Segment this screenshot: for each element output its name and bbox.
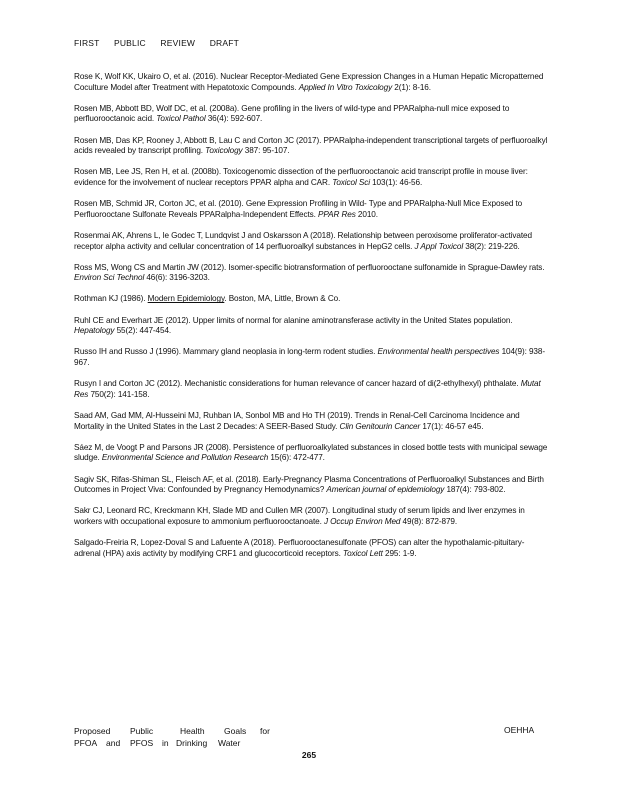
reference-entry: Rosen MB, Das KP, Rooney J, Abbott B, Lau C and Corton JC (2017). PPARalpha-independent transcriptional targets of perfluoroalkyl acids revealed by transcript profiling. Toxicology 387: 95-107. (74, 135, 548, 156)
footer-word: PFOS (130, 738, 154, 748)
page-number: 265 (301, 750, 317, 760)
reference-entry: Rothman KJ (1986). Modern Epidemiology. Boston, MA, Little, Brown & Co. (74, 294, 341, 304)
reference-entry: Sagiv SK, Rifas-Shiman SL, Fleisch AF, et al. (2018). Early-Pregnancy Plasma Concentrations of Perfluoroalkyl Substances and Birth Outcomes in Project Viva: Confounded by Pregnancy Hemodynamics? American journal of epidemiology 187(4): 793-802. (74, 474, 544, 495)
reference-entry: Ruhl CE and Everhart JE (2012). Upper limits of normal for alanine aminotransferase activity in the United States population. Hepatology 55(2): 447-454. (74, 315, 513, 336)
reference-entry: Rosen MB, Abbott BD, Wolf DC, et al. (2008a). Gene profiling in the livers of wild-type and PPARalpha-null mice exposed to perfluorooctanoic acid. Toxicol Pathol 36(4): 592-607. (74, 103, 510, 124)
book-title: Modern Epidemiology (147, 294, 225, 304)
reference-entry: Rosen MB, Schmid JR, Corton JC, et al. (2010). Gene Expression Profiling in Wild- Type and PPARalpha-Null Mice Exposed to Perfluorooctane Sulfonate Reveals PPARalpha-Independent Effects. PPAR Res 2010. (74, 199, 523, 219)
footer-word: and (106, 738, 121, 748)
reference-entry: Rusyn I and Corton JC (2012). Mechanistic considerations for human relevance of cancer hazard of di(2-ethylhexyl) phthalate. Mutat Res 750(2): 141-158. (74, 379, 541, 399)
reference-entry: Salgado-Freiria R, Lopez-Doval S and Lafuente A (2018). Perfluorooctanesulfonate (PFOS) can alter the hypothalamic-pituitary-adrenal (HPA) axis activity by modifying CRF1 and glucocorticoid receptors. Toxicol Lett 295: 1-9. (74, 538, 525, 558)
reference-entry: Sáez M, de Voogt P and Parsons JR (2008). Persistence of perfluoroalkylated substances in closed bottle tests with municipal sewage sludge. Environmental Science and Pollution Research 15(6): 472-477. (74, 442, 548, 463)
footer-word: Public (130, 726, 154, 736)
document-title-footer (74, 725, 270, 749)
draft-header: FIRST PUBLIC REVIEW DRAFT (74, 38, 240, 48)
reference-entry: Rosenmai AK, Ahrens L, le Godec T, Lundqvist J and Oskarsson A (2018). Relationship between peroxisome proliferator-activated receptor alpha activity and cellular concentration of 14 perfluoroalkyl substances in HepG2 cells. J Appl Toxicol 38(2): 219-226. (74, 230, 532, 251)
footer-word: Health (180, 726, 205, 736)
reference-entry: Sakr CJ, Leonard RC, Kreckmann KH, Slade MD and Cullen MR (2007). Longitudinal study of serum lipids and liver enzymes in workers with occupational exposure to ammonium perfluorooctanoate. J Occup Environ Med 49(8): 872-879. (74, 506, 525, 526)
footer-word: for (260, 726, 270, 736)
footer-word: Goals (224, 726, 247, 736)
reference-entry: Russo IH and Russo J (1996). Mammary gland neoplasia in long-term rodent studies. Environmental health perspectives 104(9): 938-967. (74, 347, 545, 368)
footer-word: Drinking (176, 738, 208, 748)
reference-entry: Saad AM, Gad MM, Al-Husseini MJ, Ruhban IA, Sonbol MB and Ho TH (2019). Trends in Renal-Cell Carcinoma Incidence and Mortality in the United States in the Last 2 Decades: A SEER-Based Study. Clin Genitourin Cancer 17(1): 46-57 e45. (74, 411, 520, 431)
reference-list (74, 72, 550, 570)
agency-label: OEHHA (504, 725, 535, 735)
reference-entry: Rosen MB, Lee JS, Ren H, et al. (2008b). Toxicogenomic dissection of the perfluorooctanoic acid transcript profile in mouse liver: evidence for the involvement of nuclear receptors PPAR alpha and CAR. Toxicol Sci 103(1): 46-56. (74, 167, 528, 187)
reference-entry: Rose K, Wolf KK, Ukairo O, et al. (2016). Nuclear Receptor-Mediated Gene Expression Changes in a Human Hepatic Micropatterned Coculture Model after Treatment with Hepatotoxic Compounds. Applied In Vitro Toxicology 2(1): 8-16. (74, 72, 544, 92)
footer-word: Water (218, 738, 241, 748)
footer-word: PFOA (74, 738, 98, 748)
footer-word: in (162, 738, 169, 748)
reference-entry: Ross MS, Wong CS and Martin JW (2012). Isomer-specific biotransformation of perfluorooctane sulfonamide in Sprague-Dawley rats. Environ Sci Technol 46(6): 3196-3203. (74, 262, 545, 283)
footer-word: Proposed (74, 726, 111, 736)
